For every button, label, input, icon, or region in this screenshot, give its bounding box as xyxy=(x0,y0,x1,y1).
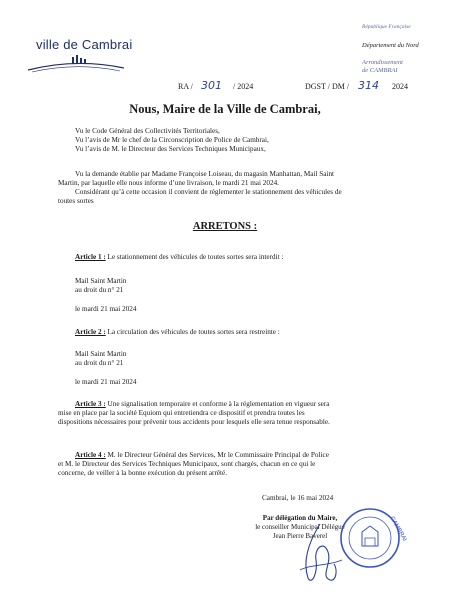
article-1-date: le mardi 21 mai 2024 xyxy=(75,305,137,313)
preamble-line: Vu l’avis de M. le Directeur des Services Techniques Municipaux, xyxy=(75,145,266,153)
considering-line: toutes sortes xyxy=(58,197,94,205)
official-stamp xyxy=(338,506,408,570)
arretons-heading: ARRETONS : xyxy=(192,221,258,232)
department-label: Département du Nord xyxy=(362,42,419,49)
article-2-label: Article 2 : xyxy=(75,328,106,336)
article-2 xyxy=(75,328,385,337)
preamble-line: Vu le Code Général des Collectivités Territoriales, xyxy=(75,127,220,135)
stamp-text: CAMBRAI xyxy=(388,515,408,543)
signature-line: Jean Pierre Baverel xyxy=(272,532,328,540)
ra-number: 301 xyxy=(201,79,222,92)
arrondissement-line: Arrondissement xyxy=(362,59,403,66)
article-2-place: Mail Saint Martin xyxy=(75,350,127,358)
article-3 xyxy=(75,400,385,409)
article-1-address: au droit du n° 21 xyxy=(75,286,124,294)
arrondissement-line: de CAMBRAI xyxy=(362,67,398,74)
place-date: Cambrai, le 16 mai 2024 xyxy=(262,494,334,502)
article-1-place: Mail Saint Martin xyxy=(75,277,127,285)
republic-label: République Française xyxy=(362,24,411,30)
request-line: Martin, par laquelle elle nous informe d’une livraison, le mardi 21 mai 2024. xyxy=(58,179,279,187)
ra-label: RA / xyxy=(178,82,193,91)
dgst-year: 2024 xyxy=(392,82,408,91)
ra-year: / 2024 xyxy=(233,82,254,91)
article-4-label: Article 4 : xyxy=(75,451,106,459)
article-2-address: au droit du n° 21 xyxy=(75,359,124,367)
article-4-line: et M. le Directeur des Services Techniques Municipaux, sont chargés, chacun en ce qui le xyxy=(58,460,316,468)
article-1 xyxy=(75,253,385,262)
article-1-label: Article 1 : xyxy=(75,253,106,261)
arrondissement-label xyxy=(362,59,442,75)
decree-title: Nous, Maire de la Ville de Cambrai, xyxy=(129,102,321,116)
dgst-label: DGST / DM / xyxy=(305,82,350,91)
article-4-line: concerne, de veiller à la bonne exécution du présent arrêté. xyxy=(58,469,228,477)
article-3-line: mise en place par la société Equiom qui entretiendra ce dispositif et prendra toutes les xyxy=(58,409,305,417)
city-logo-text: ville de Cambrai xyxy=(36,37,133,52)
article-3-label: Article 3 : xyxy=(75,400,106,408)
article-4 xyxy=(75,451,385,460)
city-logo-graphic xyxy=(26,54,126,74)
dgst-number: 314 xyxy=(358,79,379,92)
article-4-text: M. le Directeur Général des Services, Mr le Commissaire Principal de Police xyxy=(105,451,329,459)
article-3-text: Une signalisation temporaire et conforme à la réglementation en vigueur sera xyxy=(105,400,330,408)
article-1-text: Le stationnement des véhicules de toutes sortes sera interdit : xyxy=(105,253,284,261)
signature-line: Par délégation du Maire, xyxy=(262,514,338,522)
request-line: Vu la demande établie par Madame Françoise Loiseau, du magasin Manhattan, Mail Saint xyxy=(75,170,335,178)
considering-line: Considérant qu’à cette occasion il convient de réglementer le stationnement des véhicules de xyxy=(75,188,342,196)
article-2-date: le mardi 21 mai 2024 xyxy=(75,378,137,386)
signature-line: le conseiller Municipal Délégué xyxy=(255,523,345,531)
article-2-text: La circulation des véhicules de toutes sortes sera restreinte : xyxy=(105,328,280,336)
article-3-line: dispositions nécessaires pour prévenir tous accidents pour lesquels elle sera tenue responsable. xyxy=(58,418,330,426)
preamble-line: Vu l’avis de Mr le chef de la Circonscription de Police de Cambrai, xyxy=(75,136,269,144)
